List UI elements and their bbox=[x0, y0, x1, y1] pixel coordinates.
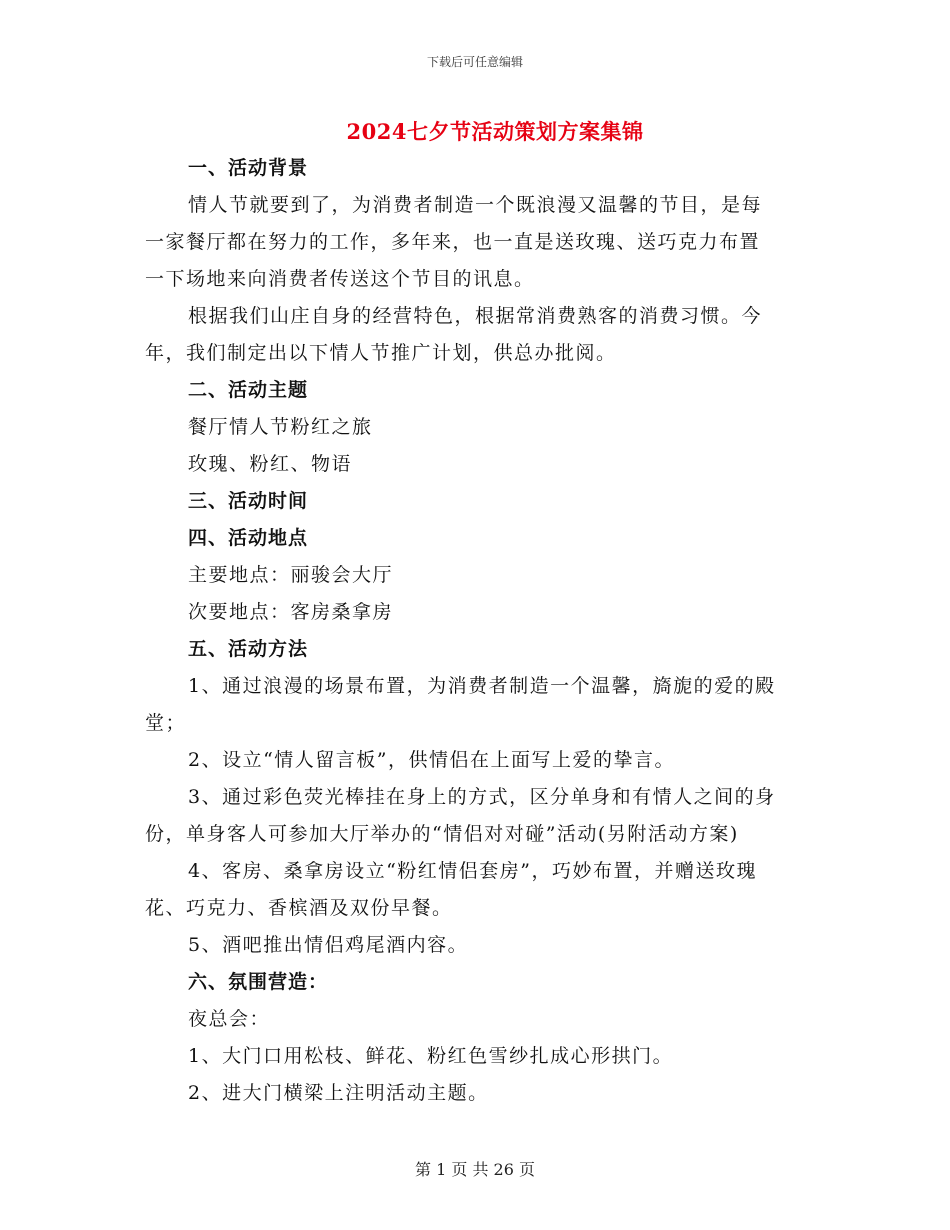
paragraph-line: 一下场地来向消费者传送这个节目的讯息。 bbox=[145, 268, 535, 290]
paragraph-line: 次要地点：客房桑拿房 bbox=[188, 601, 394, 623]
paragraph-line: 餐厅情人节粉红之旅 bbox=[188, 416, 373, 438]
document-body bbox=[145, 150, 810, 1112]
paragraph-line: 份，单身客人可参加大厅举办的“情侣对对碰”活动(另附活动方案) bbox=[145, 823, 739, 845]
paragraph-line: 1、通过浪漫的场景布置，为消费者制造一个温馨，旖旎的爱的殿 bbox=[188, 675, 776, 697]
paragraph-line: 玫瑰、粉红、物语 bbox=[188, 453, 353, 475]
paragraph-line: 4、客房、桑拿房设立“粉红情侣套房”，巧妙布置，并赠送玫瑰 bbox=[188, 860, 758, 882]
paragraph-line: 年，我们制定出以下情人节推广计划，供总办批阅。 bbox=[145, 342, 617, 364]
paragraph-line: 情人节就要到了，为消费者制造一个既浪漫又温馨的节目，是每 bbox=[188, 194, 763, 216]
paragraph-line: 2、进大门横梁上注明活动主题。 bbox=[188, 1082, 489, 1104]
page-header-note: 下载后可任意编辑 bbox=[426, 55, 523, 69]
paragraph-line: 2、设立“情人留言板”，供情侣在上面写上爱的挚言。 bbox=[188, 749, 676, 771]
paragraph-line: 5、酒吧推出情侣鸡尾酒内容。 bbox=[188, 934, 469, 956]
section-heading-atmosphere: 六、氛围营造： bbox=[188, 971, 329, 993]
section-heading-theme: 二、活动主题 bbox=[188, 379, 309, 401]
section-heading-time: 三、活动时间 bbox=[188, 490, 309, 512]
paragraph-line: 堂； bbox=[145, 712, 187, 734]
paragraph-line: 夜总会： bbox=[188, 1008, 271, 1030]
section-heading-methods: 五、活动方法 bbox=[188, 638, 309, 660]
paragraph-line: 3、通过彩色荧光棒挂在身上的方式，区分单身和有情人之间的身 bbox=[188, 786, 776, 808]
section-heading-location: 四、活动地点 bbox=[188, 527, 309, 549]
paragraph-line: 花、巧克力、香槟酒及双份早餐。 bbox=[145, 897, 453, 919]
paragraph-line: 一家餐厅都在努力的工作，多年来，也一直是送玫瑰、送巧克力布置 bbox=[145, 231, 761, 253]
document-title: 2024七夕节活动策划方案集锦 bbox=[346, 119, 644, 144]
page-number: 第 1 页 共 26 页 bbox=[415, 1160, 535, 1179]
section-heading-background: 一、活动背景 bbox=[188, 157, 309, 179]
paragraph-line: 主要地点：丽骏会大厅 bbox=[188, 564, 394, 586]
paragraph-line: 1、大门口用松枝、鲜花、粉红色雪纱扎成心形拱门。 bbox=[188, 1045, 674, 1067]
paragraph-line: 根据我们山庄自身的经营特色，根据常消费熟客的消费习惯。今 bbox=[188, 305, 763, 327]
